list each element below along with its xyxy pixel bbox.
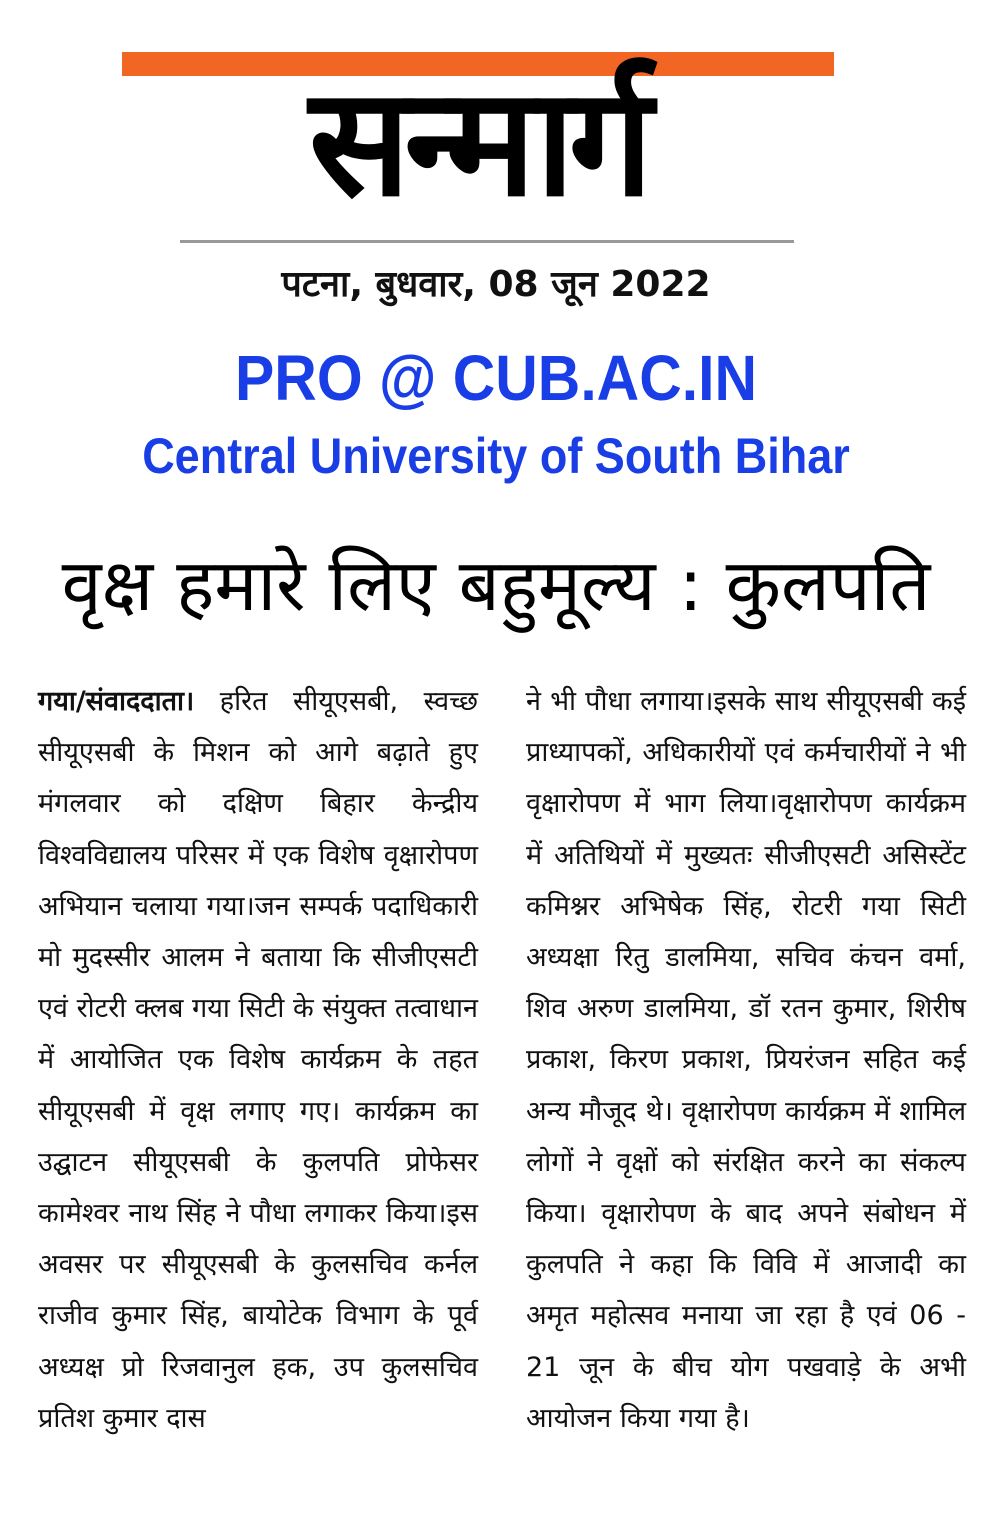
university-name: Central University of South Bihar — [142, 428, 850, 484]
article-column-2 — [526, 676, 966, 1444]
masthead-divider — [180, 240, 794, 243]
article-headline: वृक्ष हमारे लिए बहुमूल्य : कुलपति — [61, 543, 931, 627]
pro-email: PRO @ CUB.AC.IN — [235, 342, 757, 414]
dateline: पटना, बुधवार, 08 जून 2022 — [281, 264, 711, 305]
article-column-2-text: ने भी पौधा लगाया।इसके साथ सीयूएसबी कई प्राध्यापकों, अधिकारीयों एवं कर्मचारीयों ने भी वृक्षारोपण में भाग लिया।वृक्षारोपण कार्यक्रम में अतिथियों में मुख्यतः सीजीएसटी असिस्टेंट कमिश्नर अभिषेक सिंह, रोटरी गया सिटी अध्यक्षा रितु डालमिया, सचिव कंचन वर्मा, शिव अरुण डालमिया, डॉ रतन कुमार, शिरीष प्रकाश, किरण प्रकाश, प्रियरंजन सहित कई अन्य मौजूद थे। वृक्षारोपण कार्यक्रम में शामिल लोगों ने वृक्षों को संरक्षित करने का संकल्प किया। वृक्षारोपण के बाद अपने संबोधन में कुलपति ने कहा कि विवि में आजादी का अमृत महोत्सव मनाया जा रहा है एवं 06 - 21 जून के बीच योग पखवाड़े के अभी आयोजन किया गया है। — [526, 686, 966, 1434]
newspaper-masthead — [0, 0, 992, 240]
article-byline: गया/संवाददाता। — [38, 686, 195, 717]
newspaper-logo: सन्मार्ग — [308, 56, 648, 230]
article-column-1-text: हरित सीयूएसबी, स्वच्छ सीयूएसबी के मिशन को आगे बढ़ाते हुए मंगलवार को दक्षिण बिहार केन्द्रीय विश्वविद्यालय परिसर में एक विशेष वृक्षारोपण अभियान चलाया गया।जन सम्पर्क पदाधिकारी मो मुदस्सीर आलम ने बताया कि सीजीएसटी एवं रोटरी क्लब गया सिटी के संयुक्त तत्वाधान में आयोजित एक विशेष कार्यक्रम के तहत सीयूएसबी में वृक्ष लगाए गए। कार्यक्रम का उद्घाटन सीयूएसबी के कुलपति प्रोफेसर कामेश्वर नाथ सिंह ने पौधा लगाकर किया।इस अवसर पर सीयूएसबी के कुलसचिव कर्नल राजीव कुमार सिंह, बायोटेक विभाग के पूर्व अध्यक्ष प्रो रिजवानुल हक, उप कुलसचिव प्रतिश कुमार दास — [38, 686, 478, 1434]
article-column-1 — [38, 676, 478, 1444]
